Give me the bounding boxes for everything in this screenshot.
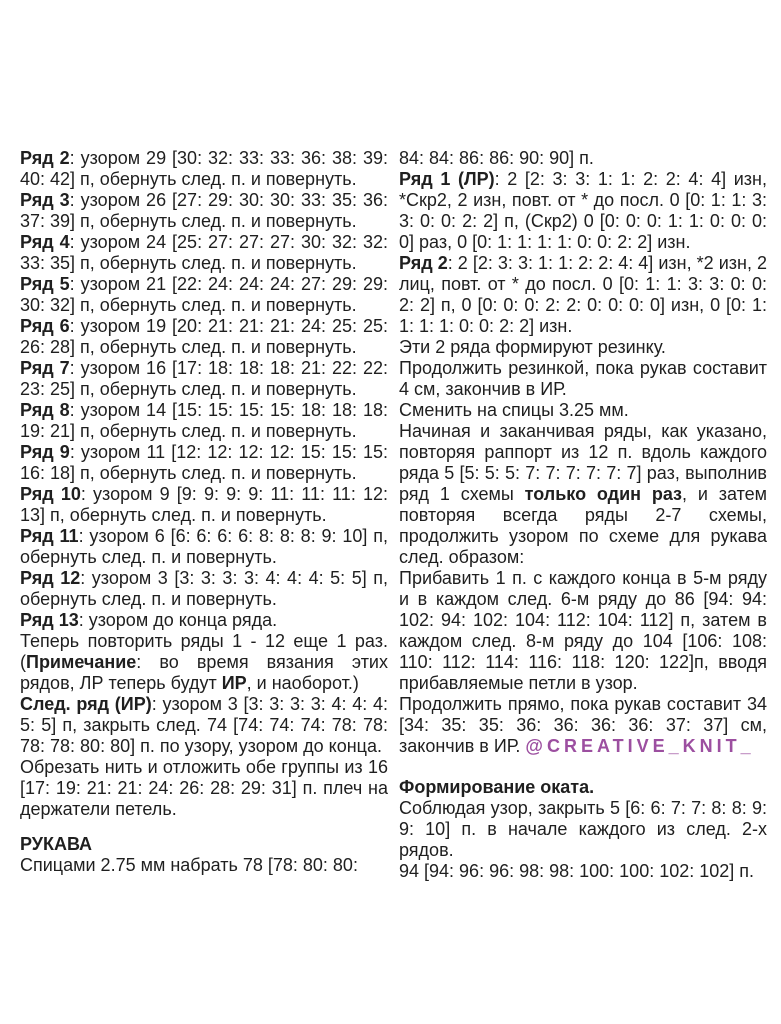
right-text-column	[399, 148, 767, 882]
watermark-handle: @CREATIVE_KNIT_	[525, 736, 755, 756]
row-8-instruction: Ряд 8: узором 14 [15: 15: 15: 15: 18: 18: 18: 19: 21] п, обернуть след. п. и повернуть.	[20, 400, 388, 441]
cap-shaping-instruction: Соблюдая узор, закрыть 5 [6: 6: 7: 7: 8: 8: 9: 9: 10] п. в начале каждого из след. 2-х рядов.	[399, 798, 767, 860]
sleeve-row-1-rs: Ряд 1 (ЛР): 2 [2: 3: 3: 1: 1: 2: 2: 4: 4] изн, *Скр2, 2 изн, повт. от * до посл. 0 [0: 1: 1: 3: 3: 0: 0: 2: 2] п, (Скр2) 0 [0: 0: 0: 1: 1: 0: 0: 0: 0] раз, 0 [0: 1: 1: 1: 1: 0: 0: 2: 2] изн.	[399, 169, 767, 252]
sleeves-cast-on: Спицами 2.75 мм набрать 78 [78: 80: 80:	[20, 855, 358, 875]
cast-on-continuation: 84: 84: 86: 86: 90: 90] п.	[399, 148, 594, 168]
continue-straight: Продолжить прямо, пока рукав составит 34 [34: 35: 35: 36: 36: 36: 36: 37: 37] см, закончив в ИР. @CREATIVE_KNIT_	[399, 694, 767, 756]
row-4-instruction: Ряд 4: узором 24 [25: 27: 27: 27: 30: 32: 32: 33: 35] п, обернуть след. п. и повернуть.	[20, 232, 388, 273]
left-text-column	[20, 148, 388, 876]
row-11-instruction: Ряд 11: узором 6 [6: 6: 6: 6: 8: 8: 8: 9: 10] п, обернуть след. п. и повернуть.	[20, 526, 388, 567]
row-10-instruction: Ряд 10: узором 9 [9: 9: 9: 9: 11: 11: 11: 12: 13] п, обернуть след. п. и повернуть.	[20, 484, 388, 525]
repeat-note: Теперь повторить ряды 1 - 12 еще 1 раз. (Примечание: во время вязания этих рядов, ЛР теперь будут ИР, и наоборот.)	[20, 631, 388, 693]
change-needles: Сменить на спицы 3.25 мм.	[399, 400, 629, 420]
row-13-instruction: Ряд 13: узором до конца ряда.	[20, 610, 278, 630]
stitch-count: 94 [94: 96: 96: 98: 98: 100: 100: 102: 102] п.	[399, 861, 755, 881]
pattern-setup: Начиная и заканчивая ряды, как указано, повторяя раппорт из 12 п. вдоль каждого ряда 5 [5: 5: 5: 7: 7: 7: 7: 7: 7] раз, выполнив ряд 1 схемы только один раз, и затем повторяя всегда ряды 2-7 схемы, продолжить узором по схеме для рукава след. образом:	[399, 421, 768, 567]
cap-shaping-heading: Формирование оката.	[399, 777, 595, 797]
cut-yarn-note: Обрезать нить и отложить обе группы из 16 [17: 19: 21: 21: 24: 26: 28: 29: 31] п. плеч на держатели петель.	[20, 757, 388, 819]
continue-rib: Продолжить резинкой, пока рукав составит 4 см, закончив в ИР.	[399, 358, 767, 399]
next-row-ws-instruction: След. ряд (ИР): узором 3 [3: 3: 3: 3: 4: 4: 4: 5: 5] п, закрыть след. 74 [74: 74: 74: 78: 78: 78: 78: 80: 80] п. по узору, узором до конца.	[20, 694, 388, 756]
row-5-instruction: Ряд 5: узором 21 [22: 24: 24: 24: 27: 29: 29: 30: 32] п, обернуть след. п. и повернуть.	[20, 274, 388, 315]
row-9-instruction: Ряд 9: узором 11 [12: 12: 12: 12: 15: 15: 15: 16: 18] п, обернуть след. п. и повернуть.	[20, 442, 388, 483]
rib-note: Эти 2 ряда формируют резинку.	[399, 337, 666, 357]
sleeve-row-2: Ряд 2: 2 [2: 3: 3: 1: 1: 2: 2: 4: 4] изн, *2 изн, 2 лиц, повт. от * до посл. 0 [0: 1: 1: 3: 3: 0: 0: 2: 2] п, 0 [0: 0: 0: 2: 2: 0: 0: 0: 0] изн, 0 [0: 1: 1: 1: 1: 0: 0: 2: 2] изн.	[399, 253, 768, 336]
row-12-instruction: Ряд 12: узором 3 [3: 3: 3: 3: 4: 4: 4: 5: 5] п, обернуть след. п. и повернуть.	[20, 568, 388, 609]
increase-instruction: Прибавить 1 п. с каждого конца в 5-м ряду и в каждом след. 6-м ряду до 86 [94: 94: 102: 94: 102: 104: 112: 104: 112] п, затем в каждом след. 8-м ряду до 104 [106: 108: 110: 112: 114: 116: 118: 120: 122]п, вводя прибавляемые петли в узор.	[399, 568, 767, 693]
row-3-instruction: Ряд 3: узором 26 [27: 29: 30: 30: 33: 35: 36: 37: 39] п, обернуть след. п. и повернуть.	[20, 190, 388, 231]
row-6-instruction: Ряд 6: узором 19 [20: 21: 21: 21: 24: 25: 25: 26: 28] п, обернуть след. п. и повернуть.	[20, 316, 388, 357]
sleeves-heading: РУКАВА	[20, 834, 93, 854]
row-7-instruction: Ряд 7: узором 16 [17: 18: 18: 18: 21: 22: 22: 23: 25] п, обернуть след. п. и повернуть.	[20, 358, 388, 399]
row-2-instruction: Ряд 2: узором 29 [30: 32: 33: 33: 36: 38: 39: 40: 42] п, обернуть след. п. и повернуть.	[20, 148, 388, 189]
